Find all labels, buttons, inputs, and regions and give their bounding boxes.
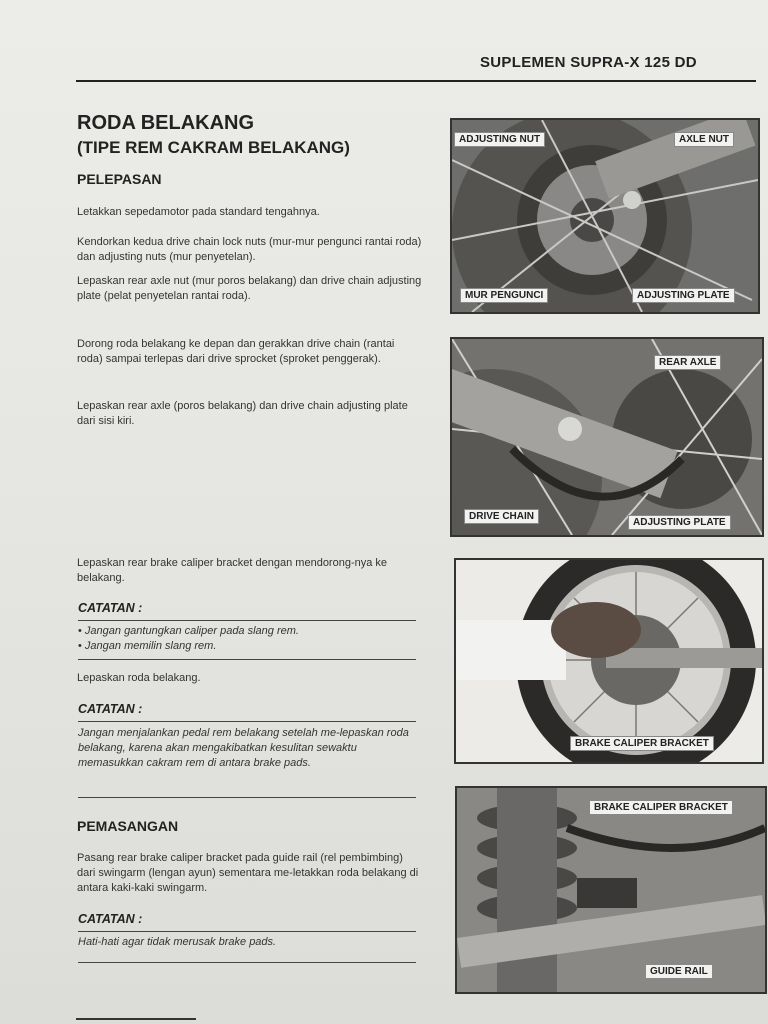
note1-bottom-rule: [78, 659, 416, 660]
install-text: Pasang rear brake caliper bracket pada guide rail (rel pembimbing) dari swingarm (lengan ayun) sementara me-letakkan roda belakang di antara kaki-kaki swingarm.: [77, 852, 419, 894]
note3-text: Hati-hati agar tidak merusak brake pads.: [78, 936, 277, 948]
label-guide-rail: GUIDE RAIL: [645, 964, 713, 979]
guide-rail-illustration: [457, 788, 765, 992]
label-adjusting-plate-2: ADJUSTING PLATE: [628, 515, 731, 530]
label-adjusting-nut: ADJUSTING NUT: [454, 132, 545, 147]
figure-1-photo: [450, 118, 760, 314]
figure-2-photo: [450, 337, 764, 537]
label-drive-chain: DRIVE CHAIN: [464, 509, 539, 524]
step-3: Lepaskan rear axle nut (mur poros belakang) dan drive chain adjusting plate (pelat penyetelan rantai roda).: [77, 275, 422, 302]
note2-text: Jangan menjalankan pedal rem belakang setelah me-lepaskan roda belakang, karena akan mengakibatkan kesulitan sewaktu memasukkan cakram rem di antara brake pads.: [78, 727, 409, 769]
step-4: Dorong roda belakang ke depan dan gerakkan drive chain (rantai roda) sampai terlepas dari drive sprocket (sproket penggerak).: [77, 338, 395, 365]
note2-title: CATATAN :: [78, 702, 143, 716]
page-header: SUPLEMEN SUPRA-X 125 DD: [480, 54, 697, 71]
note3-bottom-rule: [78, 962, 416, 963]
note1-item-1: • Jangan gantungkan caliper pada slang rem.: [78, 624, 423, 639]
step-2: Kendorkan kedua drive chain lock nuts (mur-mur pengunci rantai roda) dan adjusting nuts (mur penyetelan).: [77, 236, 422, 263]
wheel-hub-illustration: [452, 120, 758, 312]
label-axle-nut: AXLE NUT: [674, 132, 734, 147]
note3-top-rule: [78, 931, 416, 932]
section-title: RODA BELAKANG: [77, 112, 255, 134]
label-mur-pengunci: MUR PENGUNCI: [460, 288, 548, 303]
header-rule: [76, 80, 756, 82]
step-5: Lepaskan rear axle (poros belakang) dan drive chain adjusting plate dari sisi kiri.: [77, 400, 408, 427]
label-rear-axle: REAR AXLE: [654, 355, 721, 370]
removal-heading: PELEPASAN: [77, 171, 162, 187]
label-adjusting-plate-1: ADJUSTING PLATE: [632, 288, 735, 303]
note1-top-rule: [78, 620, 416, 621]
install-heading: PEMASANGAN: [77, 818, 179, 834]
note2-top-rule: [78, 721, 416, 722]
note3-title: CATATAN :: [78, 912, 143, 926]
note1-title: CATATAN :: [78, 601, 143, 615]
footer-rule: [76, 1018, 196, 1020]
step-6: Lepaskan rear brake caliper bracket dengan mendorong-nya ke belakang.: [77, 557, 388, 584]
note1-item-2: • Jangan memilin slang rem.: [78, 639, 423, 654]
note2-bottom-rule: [78, 797, 416, 798]
section-subtitle: (TIPE REM CAKRAM BELAKANG): [77, 138, 350, 157]
label-brake-caliper-bracket-2: BRAKE CALIPER BRACKET: [589, 800, 733, 815]
figure-4-photo: [455, 786, 767, 994]
caliper-bracket-illustration: [456, 560, 762, 762]
step-1: Letakkan sepedamotor pada standard tengahnya.: [77, 206, 320, 218]
label-brake-caliper-bracket-1: BRAKE CALIPER BRACKET: [570, 736, 714, 751]
figure-3-photo: [454, 558, 764, 764]
step-7: Lepaskan roda belakang.: [77, 672, 201, 684]
